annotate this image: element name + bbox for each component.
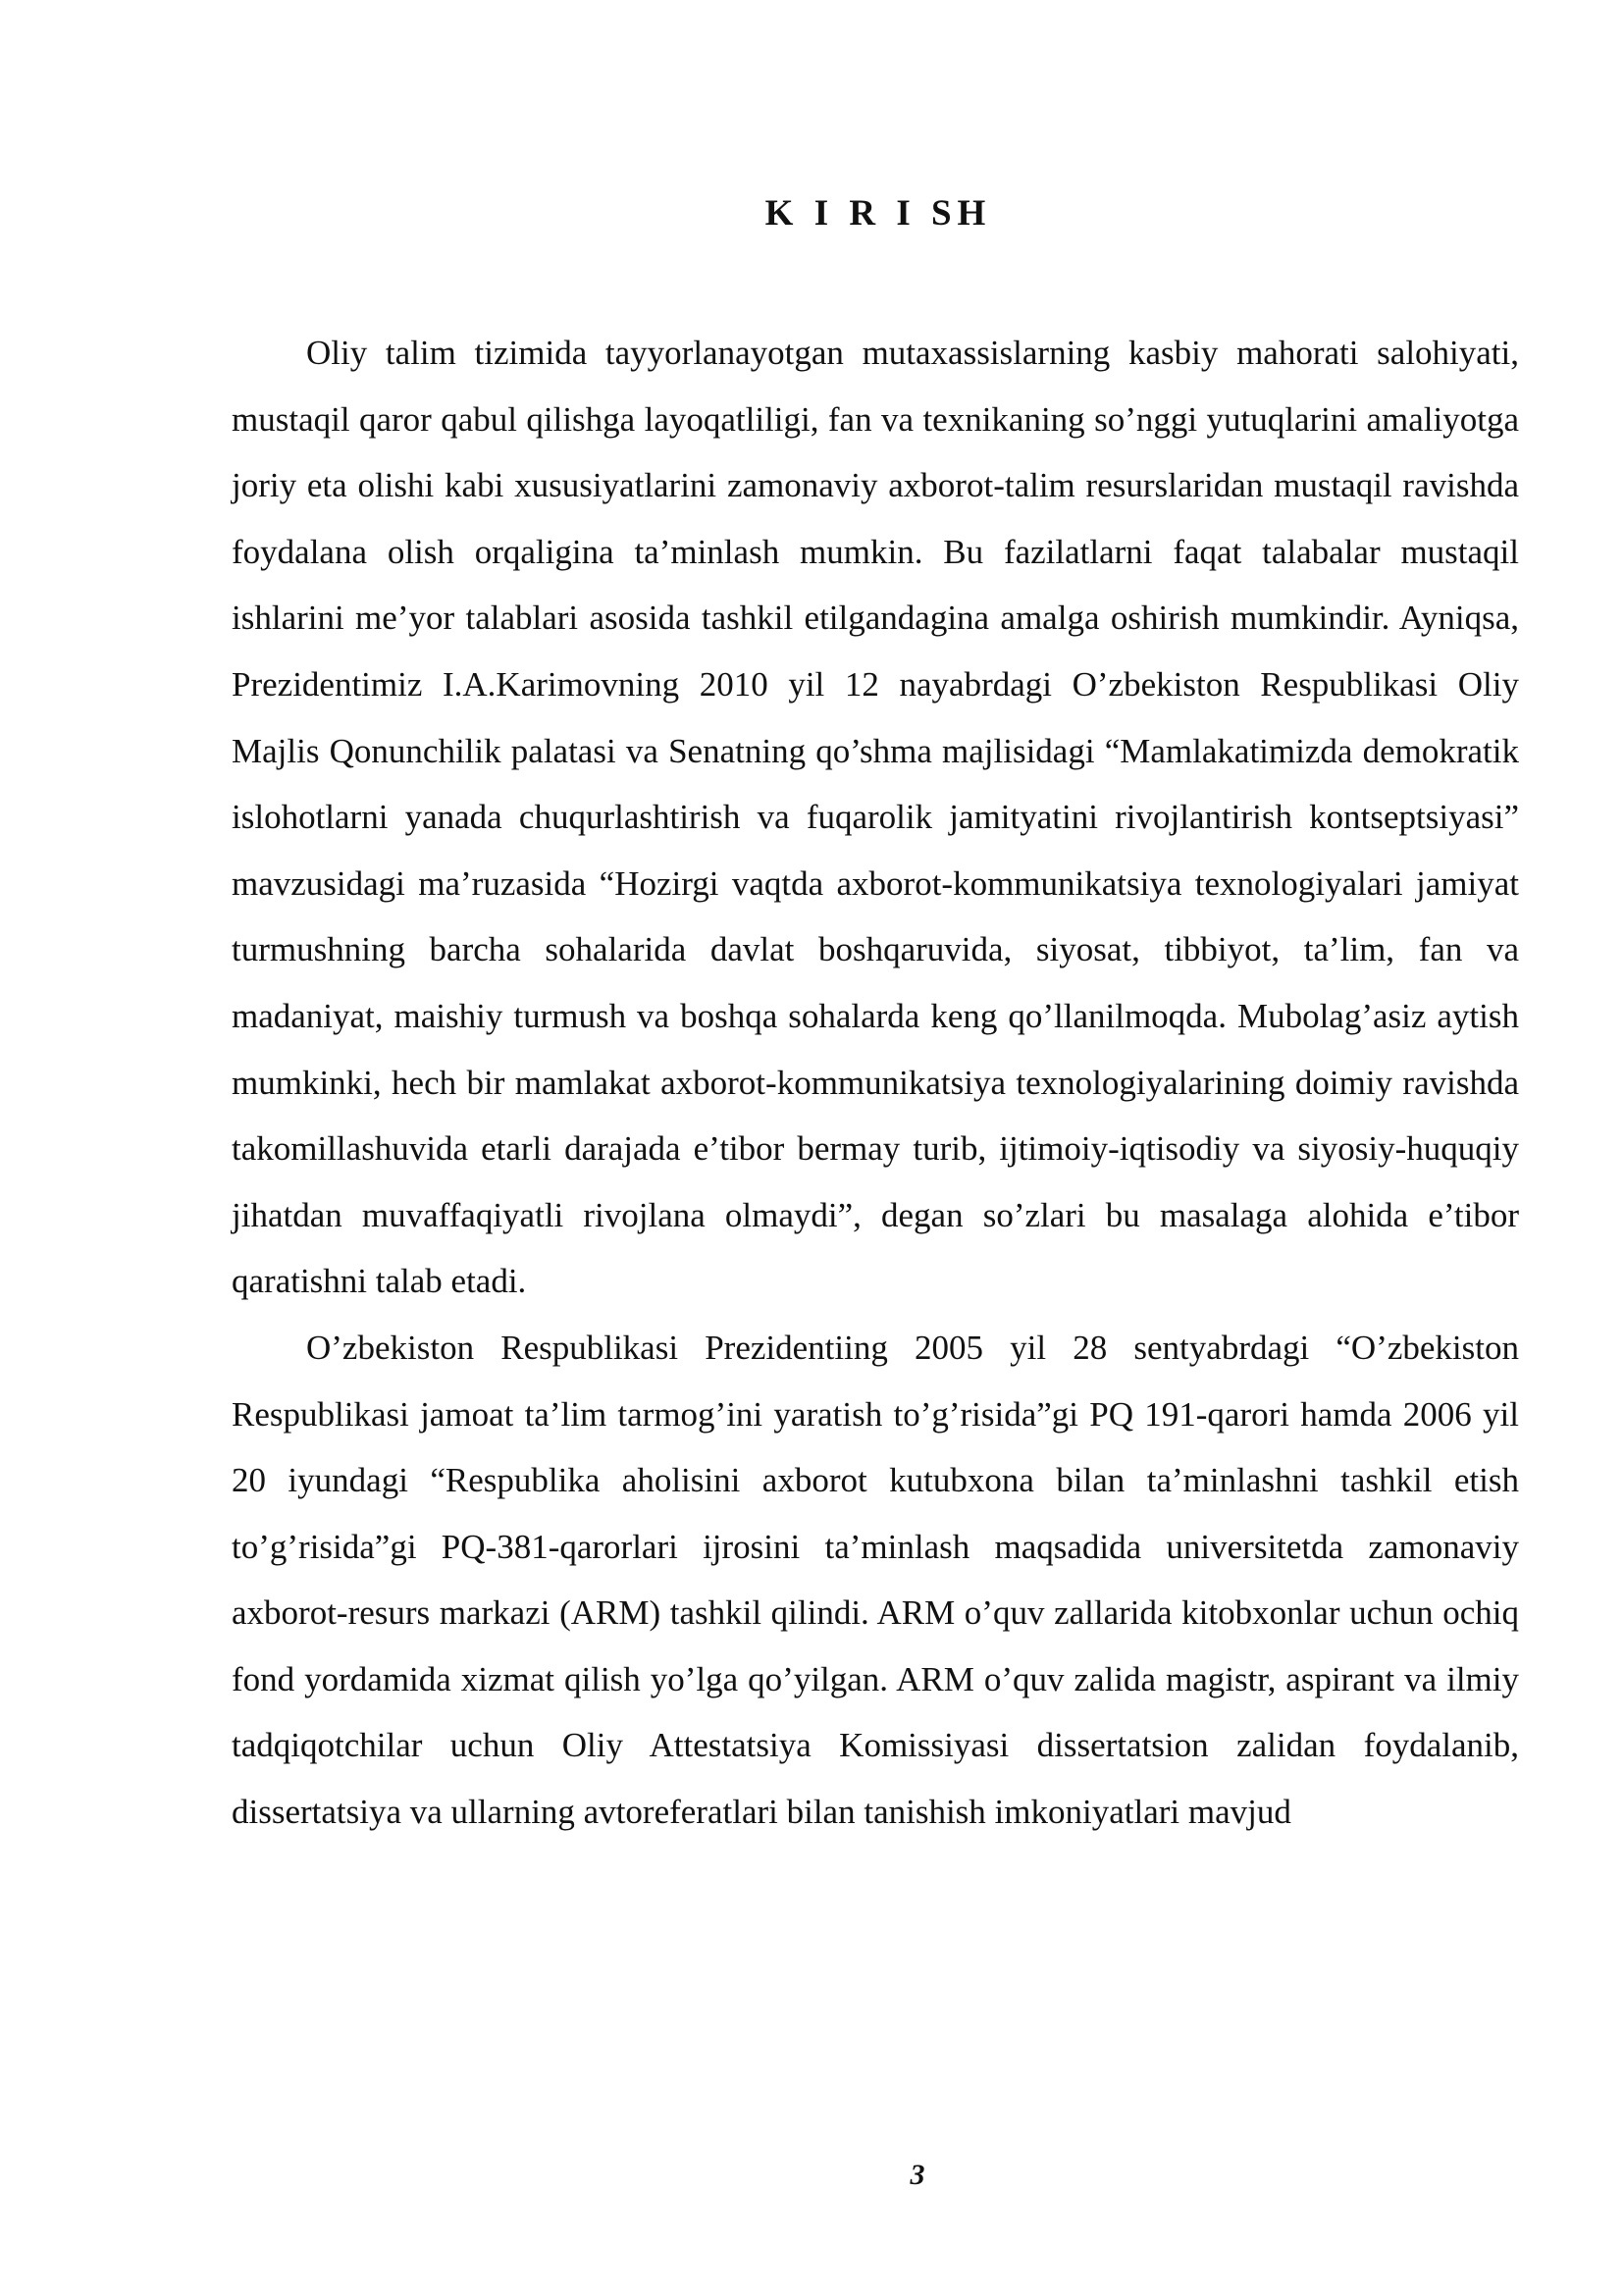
paragraph-arm: O’zbekiston Respublikasi Prezidentiing 2005 yil 28 sentyabrdagi “O’zbekiston Respublikasi jamoat ta’lim tarmog’ini yaratish to’g’risida”gi PQ 191-qarori hamda 2006 yil 20 iyundagi “Respublika aholisini axborot kutubxona bilan ta’minlashni tashkil etish to’g’risida”gi PQ-381-qarorlari ijrosini ta’minlash maqsadida universitetda zamonaviy axborot-resurs markazi (ARM) tashkil qilindi. ARM o’quv zallarida kitobxonlar uchun ochiq fond yordamida xizmat qilish yo’lga qo’yilgan. ARM o’quv zalida magistr, aspirant va ilmiy tadqiqotchilar uchun Oliy Attestatsiya Komissiyasi dissertatsion zalidan foydalanib, dissertatsiya va ullarning avtoreferatlari bilan tanishish imkoniyatlari mavjud [232, 1328, 1519, 1832]
page-number: 3 [910, 2159, 925, 2191]
paragraph-intro: Oliy talim tizimida tayyorlanayotgan mutaxassislarning kasbiy mahorati salohiyati, mustaqil qaror qabul qilishga layoqatliligi, fan va texnikaning so’nggi yutuqlarini amaliyotga joriy eta olishi kabi xususiyatlarini zamonaviy axborot-talim resurslaridan mustaqil ravishda foydalana olish orqaligina ta’minlash mumkin. Bu fazilatlarni faqat talabalar mustaqil ishlarini me’yor talablari asosida tashkil etilgandagina amalga oshirish mumkindir. Ayniqsa, Prezidentimiz I.A.Karimovning 2010 yil 12 nayabrdagi O’zbekiston Respublikasi Oliy Majlis Qonunchilik palatasi va Senatning qo’shma majlisidagi “Mamlakatimizda demokratik islohotlarni yanada chuqurlashtirish va fuqarolik jamityatini rivojlantirish kontseptsiyasi” mavzusidagi ma’ruzasida “Hozirgi vaqtda axborot-kommunikatsiya texnologiyalari jamiyat turmushning barcha sohalarida davlat boshqaruvida, siyosat, tibbiyot, ta’lim, fan va madaniyat, maishiy turmush va boshqa sohalarda keng qo’llanilmoqda. Mubolag’asiz aytish mumkinki, hech bir mamlakat axborot-kommunikatsiya texnologiyalarining doimiy ravishda takomillashuvida etarli darajada e’tibor bermay turib, ijtimoiy-iqtisodiy va siyosiy-huquqiy jihatdan muvaffaqiyatli rivojlana olmaydi”, degan so’zlari bu masalaga alohida e’tibor qaratishni talab etadi. [232, 334, 1519, 1301]
section-title: K I R I SH [764, 193, 992, 234]
body-text [232, 320, 1519, 1846]
